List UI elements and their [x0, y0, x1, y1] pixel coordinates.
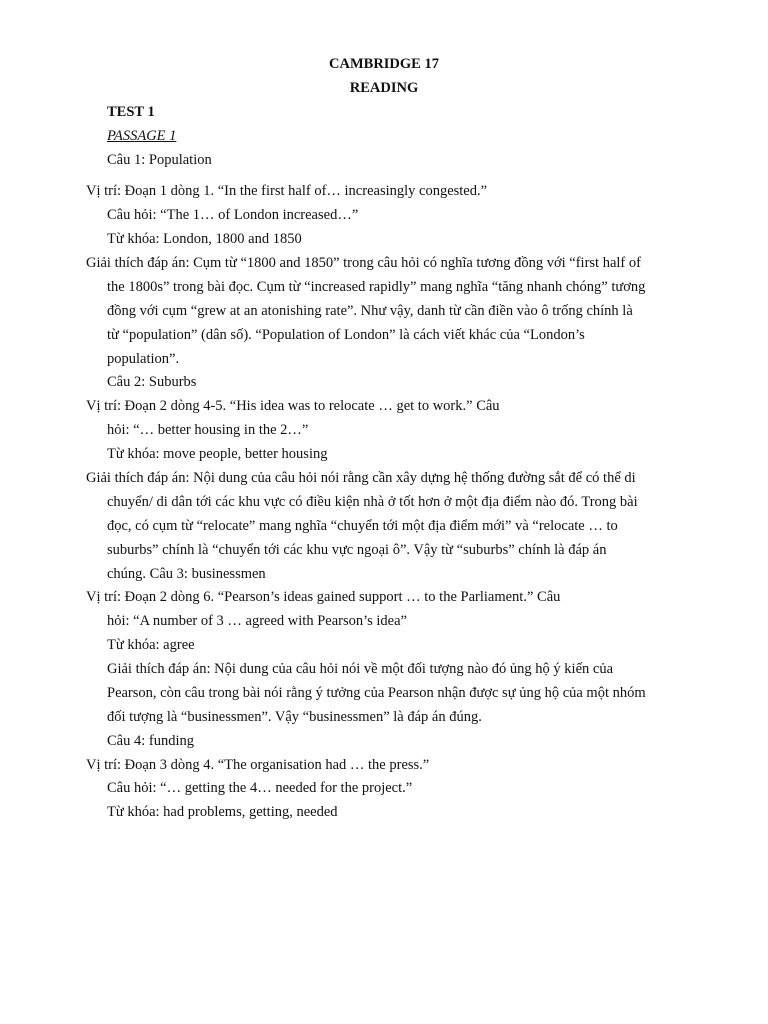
explanation-line: đối tượng là “businessmen”. Vậy “businessmen” là đáp án đúng. — [107, 709, 482, 725]
explanation-line: chúng. Câu 3: businessmen — [107, 566, 266, 582]
question-line: Câu hỏi: “The 1… of London increased…” — [107, 207, 359, 223]
location-line: Vị trí: Đoạn 1 dòng 1. “In the first half of… increasingly congested.” — [86, 183, 488, 199]
keyword-line: Từ khóa: London, 1800 and 1850 — [107, 231, 302, 247]
document-title: CAMBRIDGE 17 — [329, 56, 439, 72]
explanation-line: đồng với cụm “grew at an atonishing rate”. Như vậy, danh từ cần điền vào ô trống chính là — [107, 303, 633, 319]
explanation-line: Giải thích đáp án: Nội dung của câu hỏi nói rằng cần xây dựng hệ thống đường sắt để có thể di — [86, 470, 636, 486]
explanation-line: Pearson, còn câu trong bài nói rằng ý tưởng của Pearson nhận được sự ủng hộ của một nhóm — [107, 685, 646, 701]
explanation-line: từ “population” (dân số). “Population of London” là cách viết khác của “London’s — [107, 327, 585, 343]
location-line: Vị trí: Đoạn 2 dòng 6. “Pearson’s ideas gained support … to the Parliament.” Câu — [86, 589, 561, 605]
question-line: Câu hỏi: “… getting the 4… needed for the project.” — [107, 780, 413, 796]
keyword-line: Từ khóa: move people, better housing — [107, 446, 328, 462]
explanation-line: đọc, có cụm từ “relocate” mang nghĩa “chuyển tới một địa điểm mới” và “relocate … to — [107, 518, 618, 534]
explanation-line: Giải thích đáp án: Cụm từ “1800 and 1850” trong câu hỏi có nghĩa tương đồng với “first half of — [86, 255, 641, 271]
explanation-line: Giải thích đáp án: Nội dung của câu hỏi nói về một đối tượng nào đó ủng hộ ý kiến của — [107, 661, 614, 677]
question-heading: Câu 2: Suburbs — [107, 374, 197, 390]
explanation-line: suburbs” chính là “chuyển tới các khu vực ngoại ô”. Vậy từ “suburbs” chính là đáp án — [107, 542, 607, 558]
question-heading: Câu 4: funding — [107, 733, 194, 749]
question-line: hỏi: “… better housing in the 2…” — [107, 422, 309, 438]
location-line: Vị trí: Đoạn 2 dòng 4-5. “His idea was to relocate … get to work.” Câu — [86, 398, 500, 414]
test-heading: TEST 1 — [107, 104, 155, 120]
question-line: hỏi: “A number of 3 … agreed with Pearson’s idea” — [107, 613, 407, 629]
passage-heading: PASSAGE 1 — [107, 128, 177, 144]
explanation-line: the 1800s” trong bài đọc. Cụm từ “increased rapidly” mang nghĩa “tăng nhanh chóng” tương — [107, 279, 646, 295]
question-heading: Câu 1: Population — [107, 152, 212, 168]
document-subtitle: READING — [349, 80, 419, 96]
keyword-line: Từ khóa: had problems, getting, needed — [107, 804, 338, 820]
location-line: Vị trí: Đoạn 3 dòng 4. “The organisation had … the press.” — [86, 757, 430, 773]
explanation-line: population”. — [107, 351, 180, 367]
keyword-line: Từ khóa: agree — [107, 637, 195, 653]
explanation-line: chuyển/ di dân tới các khu vực có điều kiện nhà ở tốt hơn ở một địa điểm nào đó. Trong bài — [107, 494, 638, 510]
